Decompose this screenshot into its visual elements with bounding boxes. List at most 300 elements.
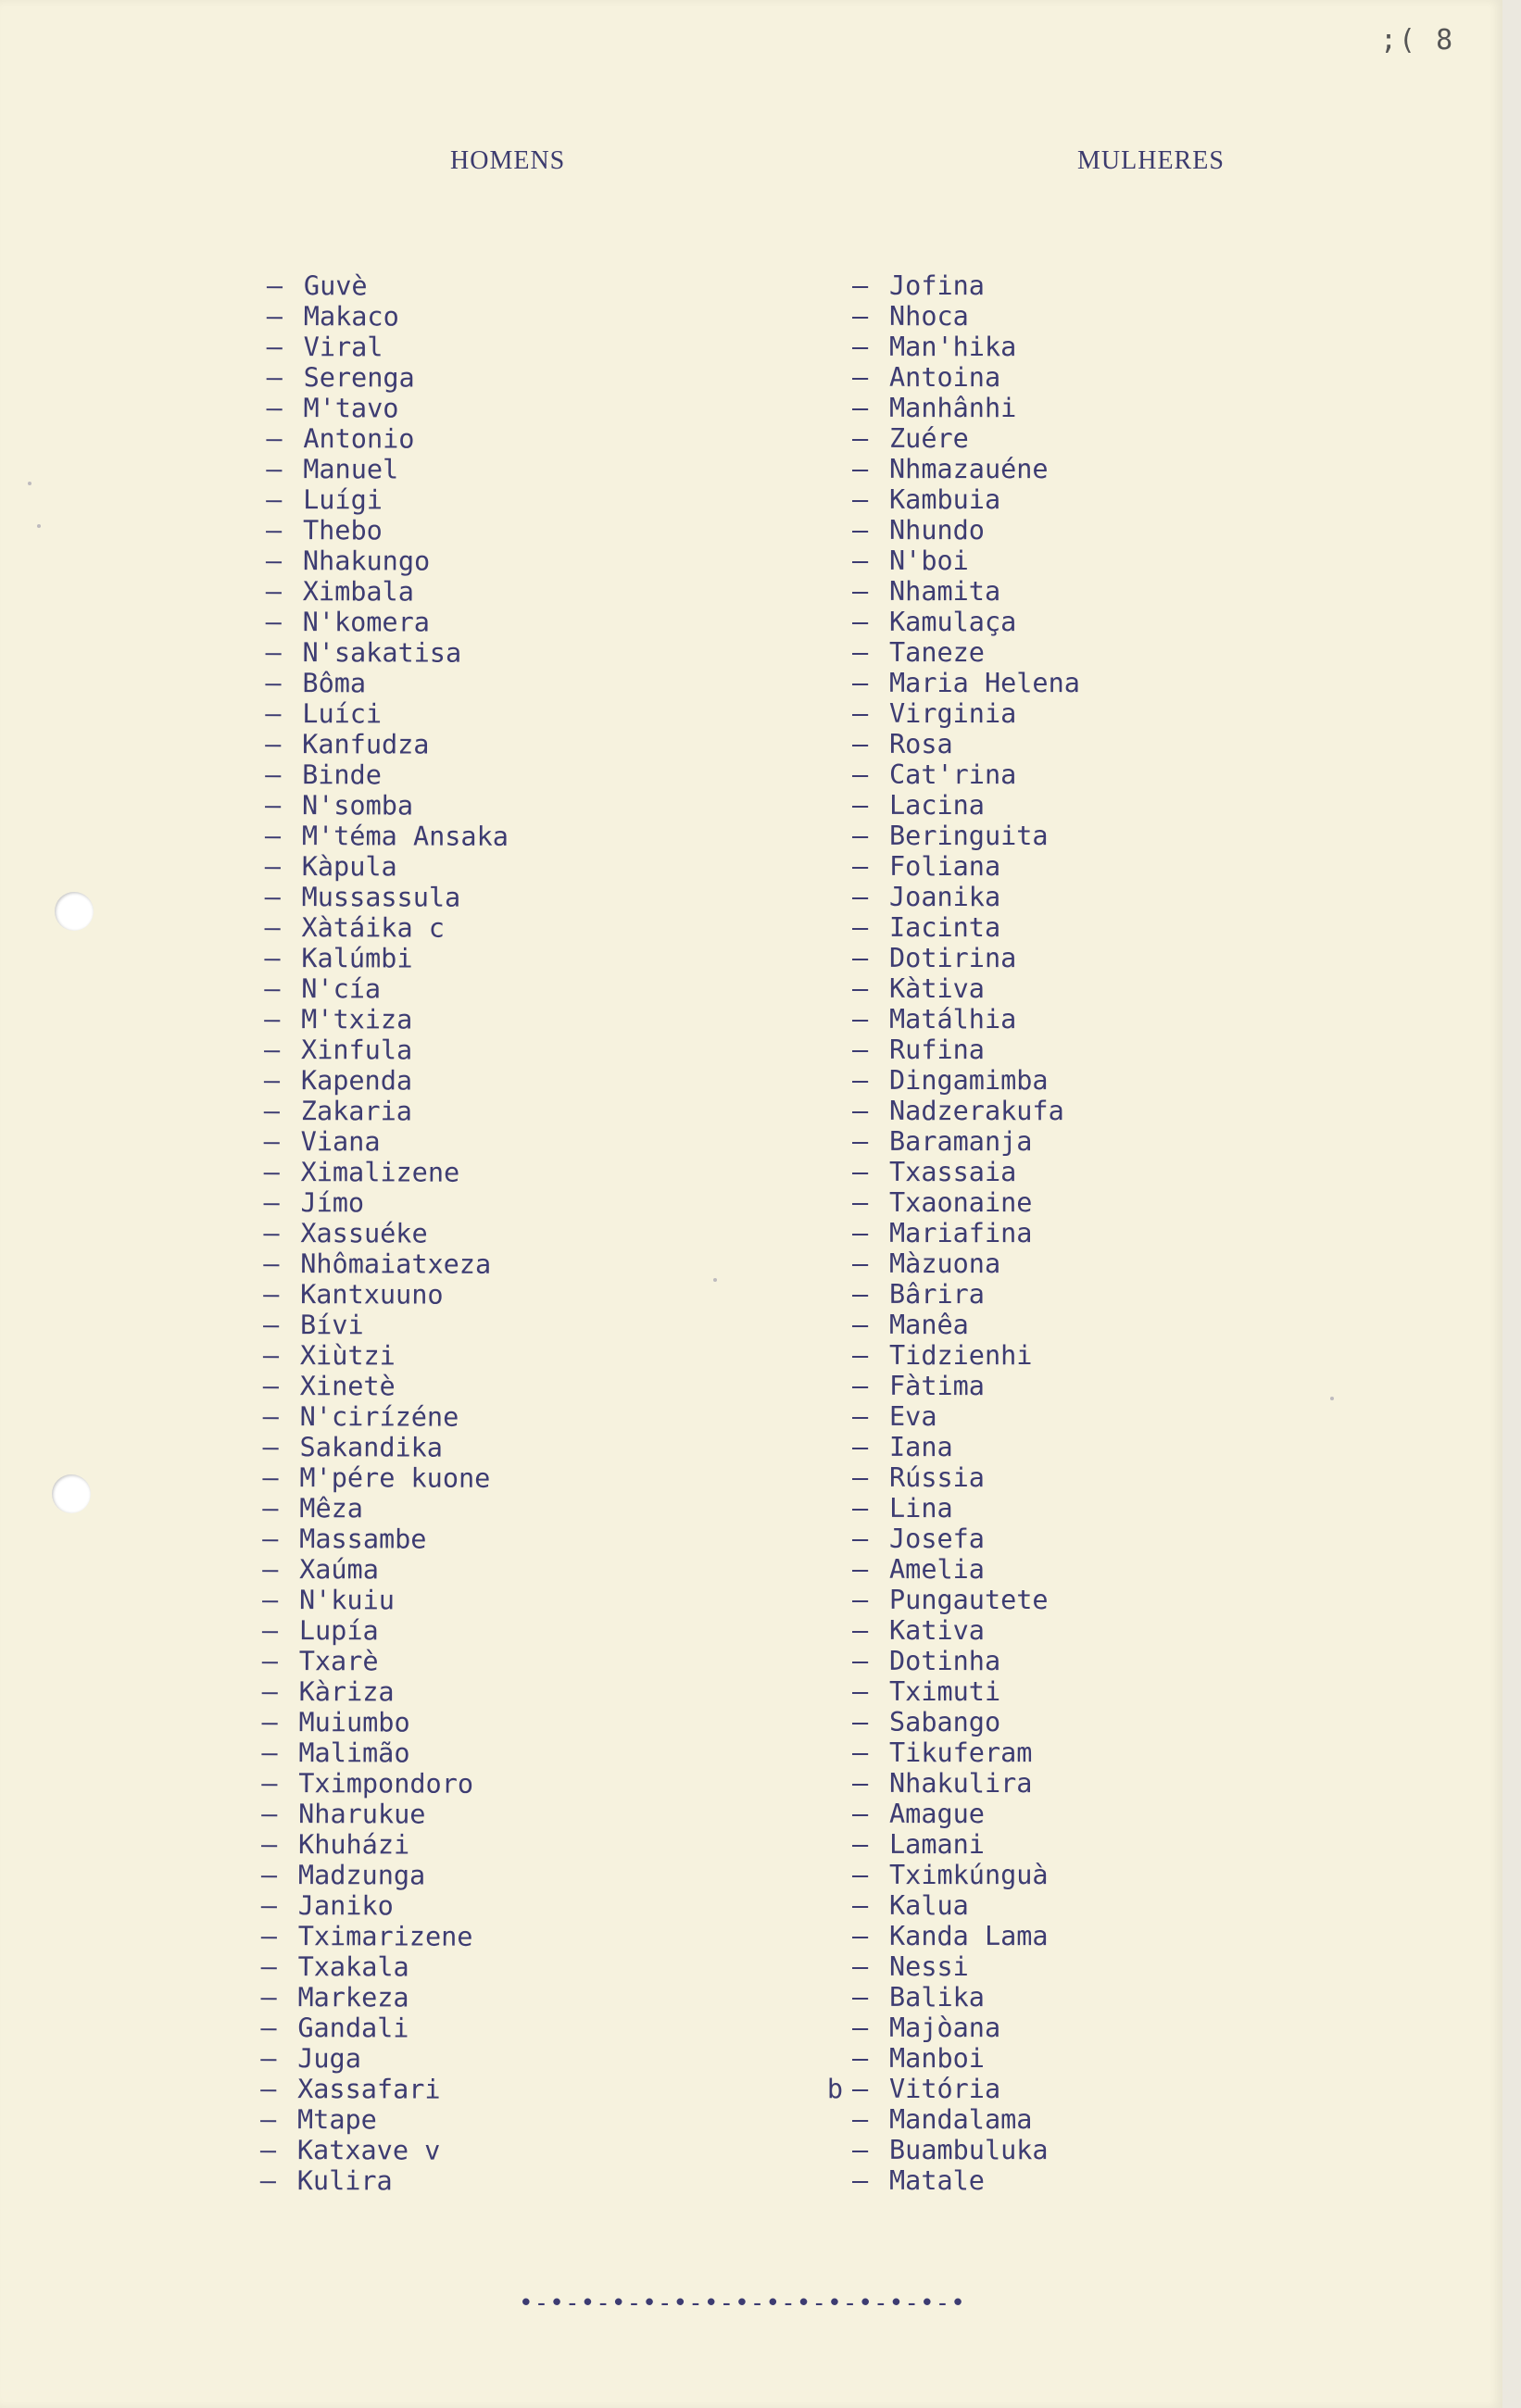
list-dash: – bbox=[852, 1554, 869, 1585]
person-name: Mêza bbox=[299, 1493, 364, 1524]
list-dash: – bbox=[263, 1186, 280, 1219]
women-name-entry bbox=[852, 1799, 1080, 1829]
list-dash: – bbox=[266, 361, 283, 394]
women-name-entry bbox=[852, 2043, 1080, 2074]
women-name-entry bbox=[852, 1982, 1080, 2013]
list-dash: – bbox=[852, 1279, 869, 1310]
person-name: Massambe bbox=[299, 1524, 427, 1555]
person-name: Dingamimba bbox=[889, 1065, 1049, 1096]
person-name: Maria Helena bbox=[889, 668, 1080, 698]
person-name: M'pére kuone bbox=[299, 1462, 491, 1494]
person-name: Guvè bbox=[303, 270, 368, 302]
list-dash: – bbox=[263, 1095, 281, 1127]
person-name: Txaonaine bbox=[889, 1187, 1033, 1218]
person-name: Xassafari bbox=[297, 2074, 441, 2105]
women-name-entry bbox=[852, 423, 1080, 454]
person-name: M'txiza bbox=[301, 1004, 413, 1035]
list-dash: – bbox=[261, 1675, 278, 1708]
person-name: Makaco bbox=[303, 301, 399, 332]
person-name: Viral bbox=[303, 332, 383, 363]
men-name-entry bbox=[266, 393, 509, 424]
women-name-entry bbox=[852, 1951, 1080, 1982]
person-name: Xinetè bbox=[299, 1371, 396, 1402]
list-dash: – bbox=[265, 697, 282, 730]
women-name-entry bbox=[852, 1248, 1080, 1279]
person-name: Josefa bbox=[889, 1524, 985, 1554]
person-name: Kàtiva bbox=[889, 973, 985, 1004]
women-name-entry bbox=[852, 546, 1080, 576]
men-name-entry bbox=[262, 1676, 506, 1708]
list-dash: – bbox=[852, 790, 869, 821]
women-name-entry bbox=[852, 393, 1080, 423]
women-name-entry bbox=[852, 1829, 1080, 1860]
men-name-entry bbox=[266, 576, 509, 608]
list-dash: – bbox=[852, 1585, 869, 1615]
men-name-entry bbox=[267, 301, 510, 332]
person-name: Kanfudza bbox=[302, 729, 430, 760]
list-dash: – bbox=[266, 300, 283, 332]
list-dash: – bbox=[263, 1156, 280, 1188]
person-name: Xinfula bbox=[301, 1035, 413, 1066]
person-name: Bârira bbox=[889, 1279, 985, 1310]
list-dash: – bbox=[262, 1553, 279, 1586]
men-name-entry bbox=[267, 332, 510, 363]
list-dash: – bbox=[263, 1217, 280, 1249]
list-dash: – bbox=[262, 1461, 279, 1494]
person-name: Sabango bbox=[889, 1707, 1001, 1737]
margin-mark: b bbox=[826, 2074, 843, 2104]
page-number: ;( 8 bbox=[1380, 24, 1455, 56]
person-name: Kambuia bbox=[889, 484, 1001, 515]
list-dash: – bbox=[852, 1310, 869, 1340]
men-name-entry bbox=[264, 973, 508, 1005]
person-name: Nharukue bbox=[298, 1799, 426, 1830]
person-name: Viana bbox=[300, 1126, 381, 1158]
women-names-list bbox=[826, 270, 1080, 2196]
men-name-entry bbox=[261, 1737, 505, 1769]
list-dash: – bbox=[262, 1431, 279, 1463]
men-name-entry bbox=[264, 1096, 508, 1127]
women-name-entry bbox=[852, 332, 1080, 362]
person-name: Txassaia bbox=[889, 1157, 1017, 1187]
list-dash: – bbox=[264, 881, 281, 913]
person-name: Cat'rina bbox=[889, 759, 1017, 790]
person-name: Majòana bbox=[889, 2013, 1001, 2043]
list-dash: – bbox=[260, 2042, 277, 2075]
person-name: Pungautete bbox=[889, 1585, 1049, 1615]
list-dash: – bbox=[852, 668, 869, 698]
list-dash: – bbox=[261, 1767, 278, 1800]
men-name-entry bbox=[263, 1279, 507, 1311]
women-name-entry bbox=[852, 1432, 1080, 1462]
person-name: Serenga bbox=[303, 362, 415, 394]
person-name: Manhânhi bbox=[889, 393, 1017, 423]
person-name: Tikuferam bbox=[889, 1737, 1033, 1768]
men-name-entry bbox=[261, 1921, 505, 1952]
list-dash: – bbox=[259, 2164, 277, 2197]
person-name: Xassuéke bbox=[300, 1218, 428, 1249]
person-name: Kanda Lama bbox=[889, 1921, 1049, 1951]
list-dash: – bbox=[262, 1400, 279, 1433]
list-dash: – bbox=[852, 1921, 869, 1951]
men-name-entry bbox=[260, 2135, 504, 2166]
person-name: Mariafina bbox=[889, 1218, 1033, 1248]
list-dash: – bbox=[259, 2103, 277, 2136]
person-name: N'komera bbox=[302, 607, 431, 638]
list-dash: – bbox=[264, 820, 282, 852]
list-dash: – bbox=[263, 1248, 280, 1280]
list-dash: – bbox=[852, 484, 869, 515]
women-name-entry bbox=[852, 1126, 1080, 1157]
women-name-entry bbox=[852, 607, 1080, 637]
person-name: Kàpula bbox=[301, 851, 397, 883]
men-name-entry bbox=[264, 1004, 508, 1035]
list-dash: – bbox=[852, 546, 869, 576]
person-name: Antonio bbox=[303, 423, 415, 455]
punch-hole bbox=[55, 892, 94, 931]
men-name-entry bbox=[263, 1432, 507, 1463]
person-name: Eva bbox=[889, 1401, 937, 1432]
women-name-entry bbox=[852, 454, 1080, 484]
women-name-entry bbox=[852, 1860, 1080, 1890]
person-name: Balika bbox=[889, 1982, 985, 2013]
person-name: Sakandika bbox=[299, 1432, 444, 1463]
list-dash: – bbox=[265, 728, 282, 760]
person-name: N'cirízéne bbox=[299, 1401, 459, 1433]
person-name: Txarè bbox=[298, 1646, 379, 1677]
list-dash: – bbox=[261, 1706, 278, 1738]
men-name-entry bbox=[266, 607, 509, 638]
men-name-entry bbox=[263, 1310, 507, 1341]
men-name-entry bbox=[264, 943, 508, 974]
ink-speck bbox=[713, 1278, 717, 1282]
list-dash: – bbox=[265, 667, 282, 699]
person-name: Nhundo bbox=[889, 515, 985, 546]
list-dash: – bbox=[262, 1370, 280, 1402]
person-name: Tximarizene bbox=[297, 1921, 473, 1952]
person-name: Rufina bbox=[889, 1035, 985, 1065]
list-dash: – bbox=[852, 1187, 869, 1218]
person-name: Nhmazauéne bbox=[889, 454, 1049, 484]
person-name: Malimão bbox=[298, 1737, 410, 1769]
list-dash: – bbox=[852, 270, 869, 301]
list-dash: – bbox=[266, 270, 283, 302]
list-dash: – bbox=[852, 301, 869, 332]
women-name-entry bbox=[852, 637, 1080, 668]
list-dash: – bbox=[266, 331, 283, 363]
men-name-entry bbox=[265, 759, 509, 791]
footer-divider: •-•-•-•-•-•-•-•-•-•-•-•-•-•-• bbox=[519, 2289, 966, 2317]
women-name-entry bbox=[852, 1554, 1080, 1585]
list-dash: – bbox=[852, 1248, 869, 1279]
person-name: Tximuti bbox=[889, 1676, 1001, 1707]
person-name: Nhômaiatxeza bbox=[300, 1248, 492, 1280]
women-name-entry bbox=[852, 515, 1080, 546]
person-name: Manboi bbox=[889, 2043, 985, 2074]
men-name-entry bbox=[262, 1524, 506, 1555]
person-name: Kapenda bbox=[300, 1065, 413, 1097]
women-name-entry bbox=[852, 2165, 1080, 2196]
list-dash: – bbox=[260, 1889, 278, 1922]
person-name: Kalúmbi bbox=[301, 943, 413, 974]
list-dash: – bbox=[264, 1034, 281, 1066]
men-name-entry bbox=[263, 1187, 507, 1219]
person-name: Kamulaça bbox=[889, 607, 1017, 637]
person-name: Bôma bbox=[302, 668, 367, 699]
men-name-entry bbox=[260, 1982, 504, 2013]
person-name: Jofina bbox=[889, 270, 985, 301]
person-name: Kativa bbox=[889, 1615, 985, 1646]
men-name-entry bbox=[266, 484, 509, 516]
list-dash: – bbox=[852, 912, 869, 943]
women-name-entry bbox=[852, 1585, 1080, 1615]
women-name-entry bbox=[852, 698, 1080, 729]
person-name: Nhakulira bbox=[889, 1768, 1033, 1799]
men-name-entry bbox=[263, 1371, 507, 1402]
women-name-entry bbox=[852, 912, 1080, 943]
list-dash: – bbox=[259, 2134, 277, 2166]
women-name-entry bbox=[852, 1462, 1080, 1493]
list-dash: – bbox=[263, 1064, 281, 1097]
person-name: Binde bbox=[302, 759, 382, 791]
person-name: N'boi bbox=[889, 546, 969, 576]
person-name: Ximbala bbox=[302, 576, 414, 608]
list-dash: – bbox=[263, 1278, 280, 1311]
men-name-entry bbox=[260, 2104, 504, 2136]
person-name: Iana bbox=[889, 1432, 953, 1462]
person-name: Amelia bbox=[889, 1554, 985, 1585]
person-name: Gandali bbox=[297, 2013, 409, 2044]
men-name-entry bbox=[264, 1126, 508, 1158]
person-name: Kulira bbox=[296, 2165, 393, 2197]
person-name: Zakaria bbox=[300, 1096, 412, 1127]
person-name: Lupía bbox=[298, 1615, 379, 1647]
list-dash: – bbox=[260, 2012, 277, 2044]
women-name-entry bbox=[852, 973, 1080, 1004]
ink-speck bbox=[37, 524, 41, 528]
list-dash: – bbox=[261, 1737, 278, 1769]
list-dash: – bbox=[852, 1035, 869, 1065]
list-dash: – bbox=[852, 1676, 869, 1707]
men-name-entry bbox=[265, 882, 509, 913]
list-dash: – bbox=[852, 2074, 869, 2104]
men-name-entry bbox=[267, 362, 510, 394]
person-name: N'somba bbox=[301, 790, 414, 821]
person-name: Ximalizene bbox=[300, 1157, 460, 1188]
list-dash: – bbox=[852, 637, 869, 668]
scan-edge bbox=[1502, 0, 1521, 2408]
list-dash: – bbox=[261, 1614, 279, 1647]
list-dash: – bbox=[260, 1981, 277, 2013]
men-name-entry bbox=[261, 1951, 505, 1983]
list-dash: – bbox=[852, 332, 869, 362]
person-name: Virginia bbox=[889, 698, 1017, 729]
list-dash: – bbox=[266, 422, 283, 455]
person-name: Kàriza bbox=[298, 1676, 395, 1708]
men-name-entry bbox=[264, 912, 508, 944]
women-name-entry bbox=[852, 1737, 1080, 1768]
men-name-entry bbox=[262, 1615, 506, 1647]
men-name-entry bbox=[264, 1157, 508, 1188]
person-name: Baramanja bbox=[889, 1126, 1033, 1157]
list-dash: – bbox=[852, 1737, 869, 1768]
women-name-entry bbox=[852, 1004, 1080, 1035]
person-name: Dotinha bbox=[889, 1646, 1001, 1676]
men-name-entry bbox=[262, 1585, 506, 1616]
men-name-entry bbox=[261, 1890, 505, 1922]
men-name-entry bbox=[260, 2165, 504, 2197]
person-name: Luígi bbox=[303, 484, 383, 516]
person-name: Tximkúnguà bbox=[889, 1860, 1049, 1890]
person-name: Man'hika bbox=[889, 332, 1017, 362]
person-name: Matale bbox=[889, 2165, 985, 2196]
person-name: Muiumbo bbox=[298, 1707, 410, 1738]
person-name: Màzuona bbox=[889, 1248, 1001, 1279]
list-dash: – bbox=[852, 729, 869, 759]
list-dash: – bbox=[852, 515, 869, 546]
women-name-entry bbox=[852, 759, 1080, 790]
men-name-entry bbox=[265, 851, 509, 883]
person-name: Madzunga bbox=[297, 1860, 426, 1891]
men-name-entry bbox=[261, 1829, 505, 1861]
list-dash: – bbox=[852, 2104, 869, 2135]
list-dash: – bbox=[852, 1951, 869, 1982]
person-name: Amague bbox=[889, 1799, 985, 1829]
list-dash: – bbox=[852, 1401, 869, 1432]
list-dash: – bbox=[264, 942, 281, 974]
list-dash: – bbox=[852, 1646, 869, 1676]
person-name: Fàtima bbox=[889, 1371, 985, 1401]
list-dash: – bbox=[852, 362, 869, 393]
list-dash: – bbox=[266, 483, 283, 516]
women-name-entry bbox=[852, 1065, 1080, 1096]
list-dash: – bbox=[261, 1584, 279, 1616]
person-name: Mtape bbox=[296, 2104, 377, 2136]
list-dash: – bbox=[852, 821, 869, 851]
women-name-entry bbox=[852, 576, 1080, 607]
list-dash: – bbox=[852, 1126, 869, 1157]
person-name: Joanika bbox=[889, 882, 1001, 912]
men-name-entry bbox=[262, 1493, 506, 1524]
women-name-entry bbox=[852, 1157, 1080, 1187]
list-dash: – bbox=[852, 1707, 869, 1737]
men-name-entry bbox=[261, 1768, 505, 1800]
person-name: Buambuluka bbox=[889, 2135, 1049, 2165]
person-name: Beringuita bbox=[889, 821, 1049, 851]
list-dash: – bbox=[265, 759, 282, 791]
women-name-entry bbox=[852, 821, 1080, 851]
list-dash: – bbox=[852, 1860, 869, 1890]
list-dash: – bbox=[852, 1524, 869, 1554]
women-name-entry bbox=[852, 270, 1080, 301]
person-name: M'tavo bbox=[303, 393, 399, 424]
list-dash: – bbox=[852, 759, 869, 790]
women-name-entry bbox=[852, 790, 1080, 821]
list-dash: – bbox=[852, 1799, 869, 1829]
men-name-entry bbox=[266, 454, 509, 485]
men-name-entry bbox=[265, 729, 509, 760]
women-name-entry bbox=[852, 1890, 1080, 1921]
list-dash: – bbox=[262, 1309, 280, 1341]
men-name-entry bbox=[261, 1707, 505, 1738]
list-dash: – bbox=[852, 1890, 869, 1921]
person-name: Lina bbox=[889, 1493, 953, 1524]
women-name-entry bbox=[852, 1371, 1080, 1401]
list-dash: – bbox=[266, 453, 283, 485]
list-dash: – bbox=[852, 1340, 869, 1371]
list-dash: – bbox=[852, 1829, 869, 1860]
person-name: Luíci bbox=[302, 698, 383, 730]
women-name-entry bbox=[826, 2074, 1080, 2104]
men-name-entry bbox=[262, 1646, 506, 1677]
list-dash: – bbox=[265, 606, 282, 638]
list-dash: – bbox=[852, 2043, 869, 2074]
person-name: Matálhia bbox=[889, 1004, 1017, 1035]
list-dash: – bbox=[852, 1615, 869, 1646]
men-name-entry bbox=[262, 1462, 506, 1494]
list-dash: – bbox=[852, 607, 869, 637]
person-name: Rosa bbox=[889, 729, 953, 759]
person-name: Lacina bbox=[889, 790, 985, 821]
person-name: Juga bbox=[297, 2043, 361, 2075]
list-dash: – bbox=[852, 1218, 869, 1248]
women-name-entry bbox=[852, 301, 1080, 332]
women-name-entry bbox=[852, 1646, 1080, 1676]
person-name: Nhoca bbox=[889, 301, 969, 332]
list-dash: – bbox=[852, 393, 869, 423]
list-dash: – bbox=[852, 1982, 869, 2013]
list-dash: – bbox=[264, 850, 281, 883]
men-name-entry bbox=[260, 2043, 504, 2075]
person-name: Bívi bbox=[299, 1310, 364, 1341]
person-name: N'cía bbox=[301, 973, 382, 1005]
person-name: Rússia bbox=[889, 1462, 985, 1493]
person-name: Mussassula bbox=[301, 882, 461, 913]
person-name: Nadzerakufa bbox=[889, 1096, 1064, 1126]
men-name-entry bbox=[261, 1860, 505, 1891]
person-name: Markeza bbox=[297, 1982, 409, 2013]
women-name-entry bbox=[852, 2135, 1080, 2165]
person-name: Jímo bbox=[300, 1187, 365, 1219]
person-name: Manuel bbox=[303, 454, 399, 485]
person-name: Nhakungo bbox=[302, 546, 431, 577]
person-name: Foliana bbox=[889, 851, 1001, 882]
list-dash: – bbox=[852, 576, 869, 607]
list-dash: – bbox=[265, 575, 283, 608]
person-name: Katxave v bbox=[296, 2135, 441, 2166]
list-dash: – bbox=[261, 1798, 278, 1830]
person-name: Nessi bbox=[889, 1951, 969, 1982]
person-name: M'téma Ansaka bbox=[301, 821, 509, 852]
list-dash: – bbox=[262, 1523, 279, 1555]
list-dash: – bbox=[852, 1493, 869, 1524]
women-name-entry bbox=[852, 1218, 1080, 1248]
list-dash: – bbox=[852, 1768, 869, 1799]
list-dash: – bbox=[852, 1096, 869, 1126]
women-name-entry bbox=[852, 1493, 1080, 1524]
men-name-entry bbox=[264, 1065, 508, 1097]
list-dash: – bbox=[852, 698, 869, 729]
person-name: Xàtáika c bbox=[301, 912, 446, 944]
men-name-entry bbox=[263, 1401, 507, 1433]
list-dash: – bbox=[260, 1920, 277, 1952]
person-name: N'kuiu bbox=[298, 1585, 395, 1616]
list-dash: – bbox=[260, 2073, 277, 2105]
women-name-entry bbox=[852, 362, 1080, 393]
women-name-entry bbox=[852, 2013, 1080, 2043]
men-name-entry bbox=[266, 423, 509, 455]
person-name: Thebo bbox=[302, 515, 383, 546]
